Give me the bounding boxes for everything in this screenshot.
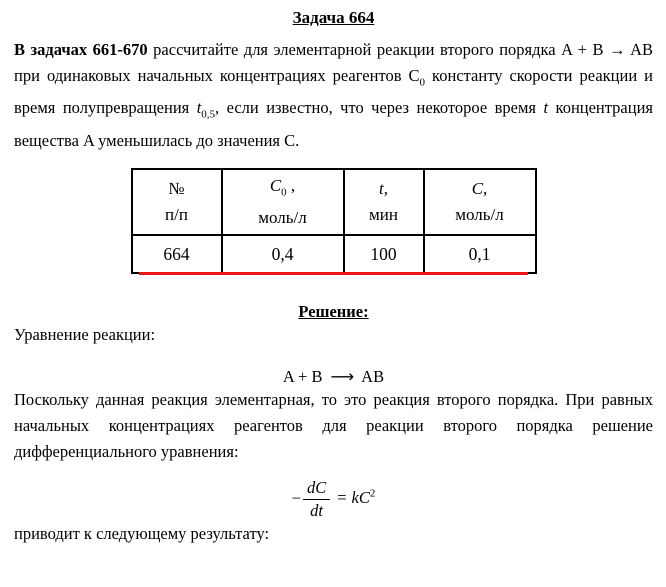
header-number bbox=[132, 169, 222, 235]
rhs-term bbox=[352, 488, 376, 507]
reaction-equation bbox=[14, 367, 653, 387]
equation-label: Уравнение реакции: bbox=[14, 324, 156, 344]
text-fragment: константу скорости реакции и время полупревращения bbox=[14, 66, 654, 118]
solution-heading bbox=[14, 302, 653, 322]
solution-heading-text: Решение: bbox=[298, 301, 369, 321]
cell-t: 100 bbox=[344, 235, 424, 273]
cell-number: 664 bbox=[132, 235, 222, 273]
intro-paragraph bbox=[14, 37, 653, 154]
red-underline-mark bbox=[139, 272, 528, 275]
symbol-t: t bbox=[379, 178, 384, 198]
table-header-row bbox=[132, 169, 536, 235]
reaction-rhs: AB bbox=[361, 366, 385, 386]
explanation-paragraph: Поскольку данная реакция элементарная, то это реакция второго порядка. При равных начальных концентрациях реагентов для реакции второго порядка решение дифференциального уравнения: bbox=[14, 389, 653, 461]
header-line: моль/л bbox=[258, 207, 307, 227]
superscript-2: 2 bbox=[369, 487, 376, 500]
header-line: моль/л bbox=[455, 204, 504, 224]
text-fragment: рассчитайте для элементарной реакции второго порядка A + B → AB при одинаковых начальных концентрациях реагентов C bbox=[14, 40, 653, 85]
minus-sign: − bbox=[291, 488, 301, 508]
header-c bbox=[424, 169, 536, 235]
cell-c: 0,1 bbox=[424, 235, 536, 273]
symbol-t: t bbox=[196, 98, 202, 118]
header-line bbox=[227, 173, 339, 205]
header-line: п/п bbox=[165, 204, 188, 224]
header-line bbox=[349, 176, 419, 202]
symbol-t: t bbox=[543, 98, 549, 118]
text-fragment: концентрация вещества A уменьшилась до значения C. bbox=[14, 98, 653, 150]
subscript-c0: 0 bbox=[419, 76, 426, 89]
intro-bold-range: В задачах 661-670 bbox=[14, 40, 148, 59]
rate-differential-equation bbox=[14, 478, 653, 521]
text-fragment: , bbox=[483, 178, 488, 198]
header-t bbox=[344, 169, 424, 235]
symbol-c: C bbox=[471, 178, 484, 198]
fraction-denominator bbox=[303, 500, 330, 521]
header-line: мин bbox=[369, 204, 398, 224]
subscript-0: 0 bbox=[281, 185, 287, 198]
reaction-lhs: A + B bbox=[282, 366, 323, 386]
table-data-row bbox=[132, 235, 536, 273]
header-line: № bbox=[168, 178, 185, 198]
header-line bbox=[429, 176, 531, 202]
fraction-numerator bbox=[303, 478, 330, 500]
subscript-t05: 0,5 bbox=[201, 108, 216, 121]
symbol-c0: C bbox=[269, 175, 282, 195]
header-c0 bbox=[222, 169, 344, 235]
cell-c0: 0,4 bbox=[222, 235, 344, 273]
text-fragment: , bbox=[383, 178, 388, 198]
equals-sign: = bbox=[337, 488, 347, 508]
fraction bbox=[303, 478, 330, 521]
text-fragment: , bbox=[286, 175, 296, 195]
page-title: Задача 664 bbox=[292, 8, 375, 27]
conditions-table bbox=[131, 168, 537, 274]
symbol-kC: kC bbox=[351, 488, 370, 508]
text-fragment: , если известно, что через некоторое время bbox=[215, 98, 544, 118]
symbol-dt: dt bbox=[310, 500, 323, 520]
symbol-dC: dC bbox=[306, 477, 327, 497]
outro-paragraph: приводит к следующему результату: bbox=[14, 523, 270, 543]
long-right-arrow-icon: ⟶ bbox=[330, 366, 354, 386]
